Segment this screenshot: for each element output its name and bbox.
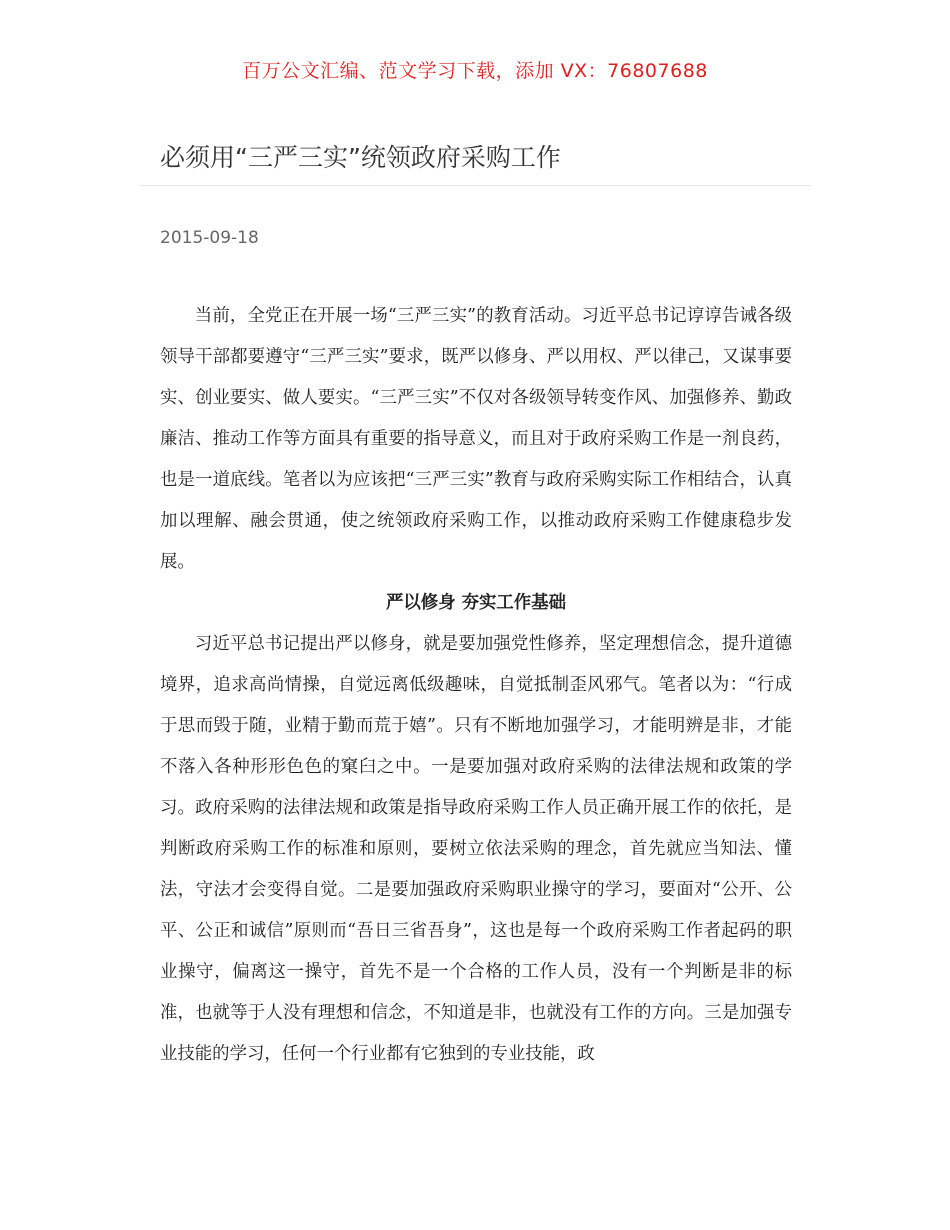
article-body [160,296,792,1075]
promo-banner: 百万公文汇编、范文学习下载，添加 VX：76807688 [242,60,708,82]
article-title: 必须用“三严三实”统领政府采购工作 [160,143,561,172]
section-heading: 严以修身 夯实工作基础 [386,593,566,613]
paragraph-intro: 当前，全党正在开展一场“三严三实”的教育活动。习近平总书记谆谆告诫各级领导干部都要遵守“三严三实”要求，既严以修身、严以用权、严以律己，又谋事要实、创业要实、做人要实。“三严三实”不仅对各级领导转变作风、加强修养、勤政廉洁、推动工作等方面具有重要的指导意义，而且对于政府采购工作是一剂良药，也是一道底线。笔者以为应该把“三严三实”教育与政府采购实际工作相结合，认真加以理解、融会贯通，使之统领政府采购工作，以推动政府采购工作健康稳步发展。 [160,306,792,572]
title-divider [140,185,811,186]
publish-date: 2015-09-18 [160,228,259,248]
paragraph-section-1: 习近平总书记提出严以修身，就是要加强党性修养，坚定理想信念，提升道德境界，追求高尚情操，自觉远离低级趣味，自觉抵制歪风邪气。笔者以为：“行成于思而毁于随，业精于勤而荒于嬉”。只有不断地加强学习，才能明辨是非，才能不落入各种形形色色的窠臼之中。一是要加强对政府采购的法律法规和政策的学习。政府采购的法律法规和政策是指导政府采购工作人员正确开展工作的依托，是判断政府采购工作的标准和原则，要树立依法采购的理念，首先就应当知法、懂法，守法才会变得自觉。二是要加强政府采购职业操守的学习，要面对“公开、公平、公正和诚信”原则而“吾日三省吾身”，这也是每一个政府采购工作者起码的职业操守，偏离这一操守，首先不是一个合格的工作人员，没有一个判断是非的标准，也就等于人没有理想和信念，不知道是非，也就没有工作的方向。三是加强专业技能的学习，任何一个行业都有它独到的专业技能，政 [160,634,792,1064]
